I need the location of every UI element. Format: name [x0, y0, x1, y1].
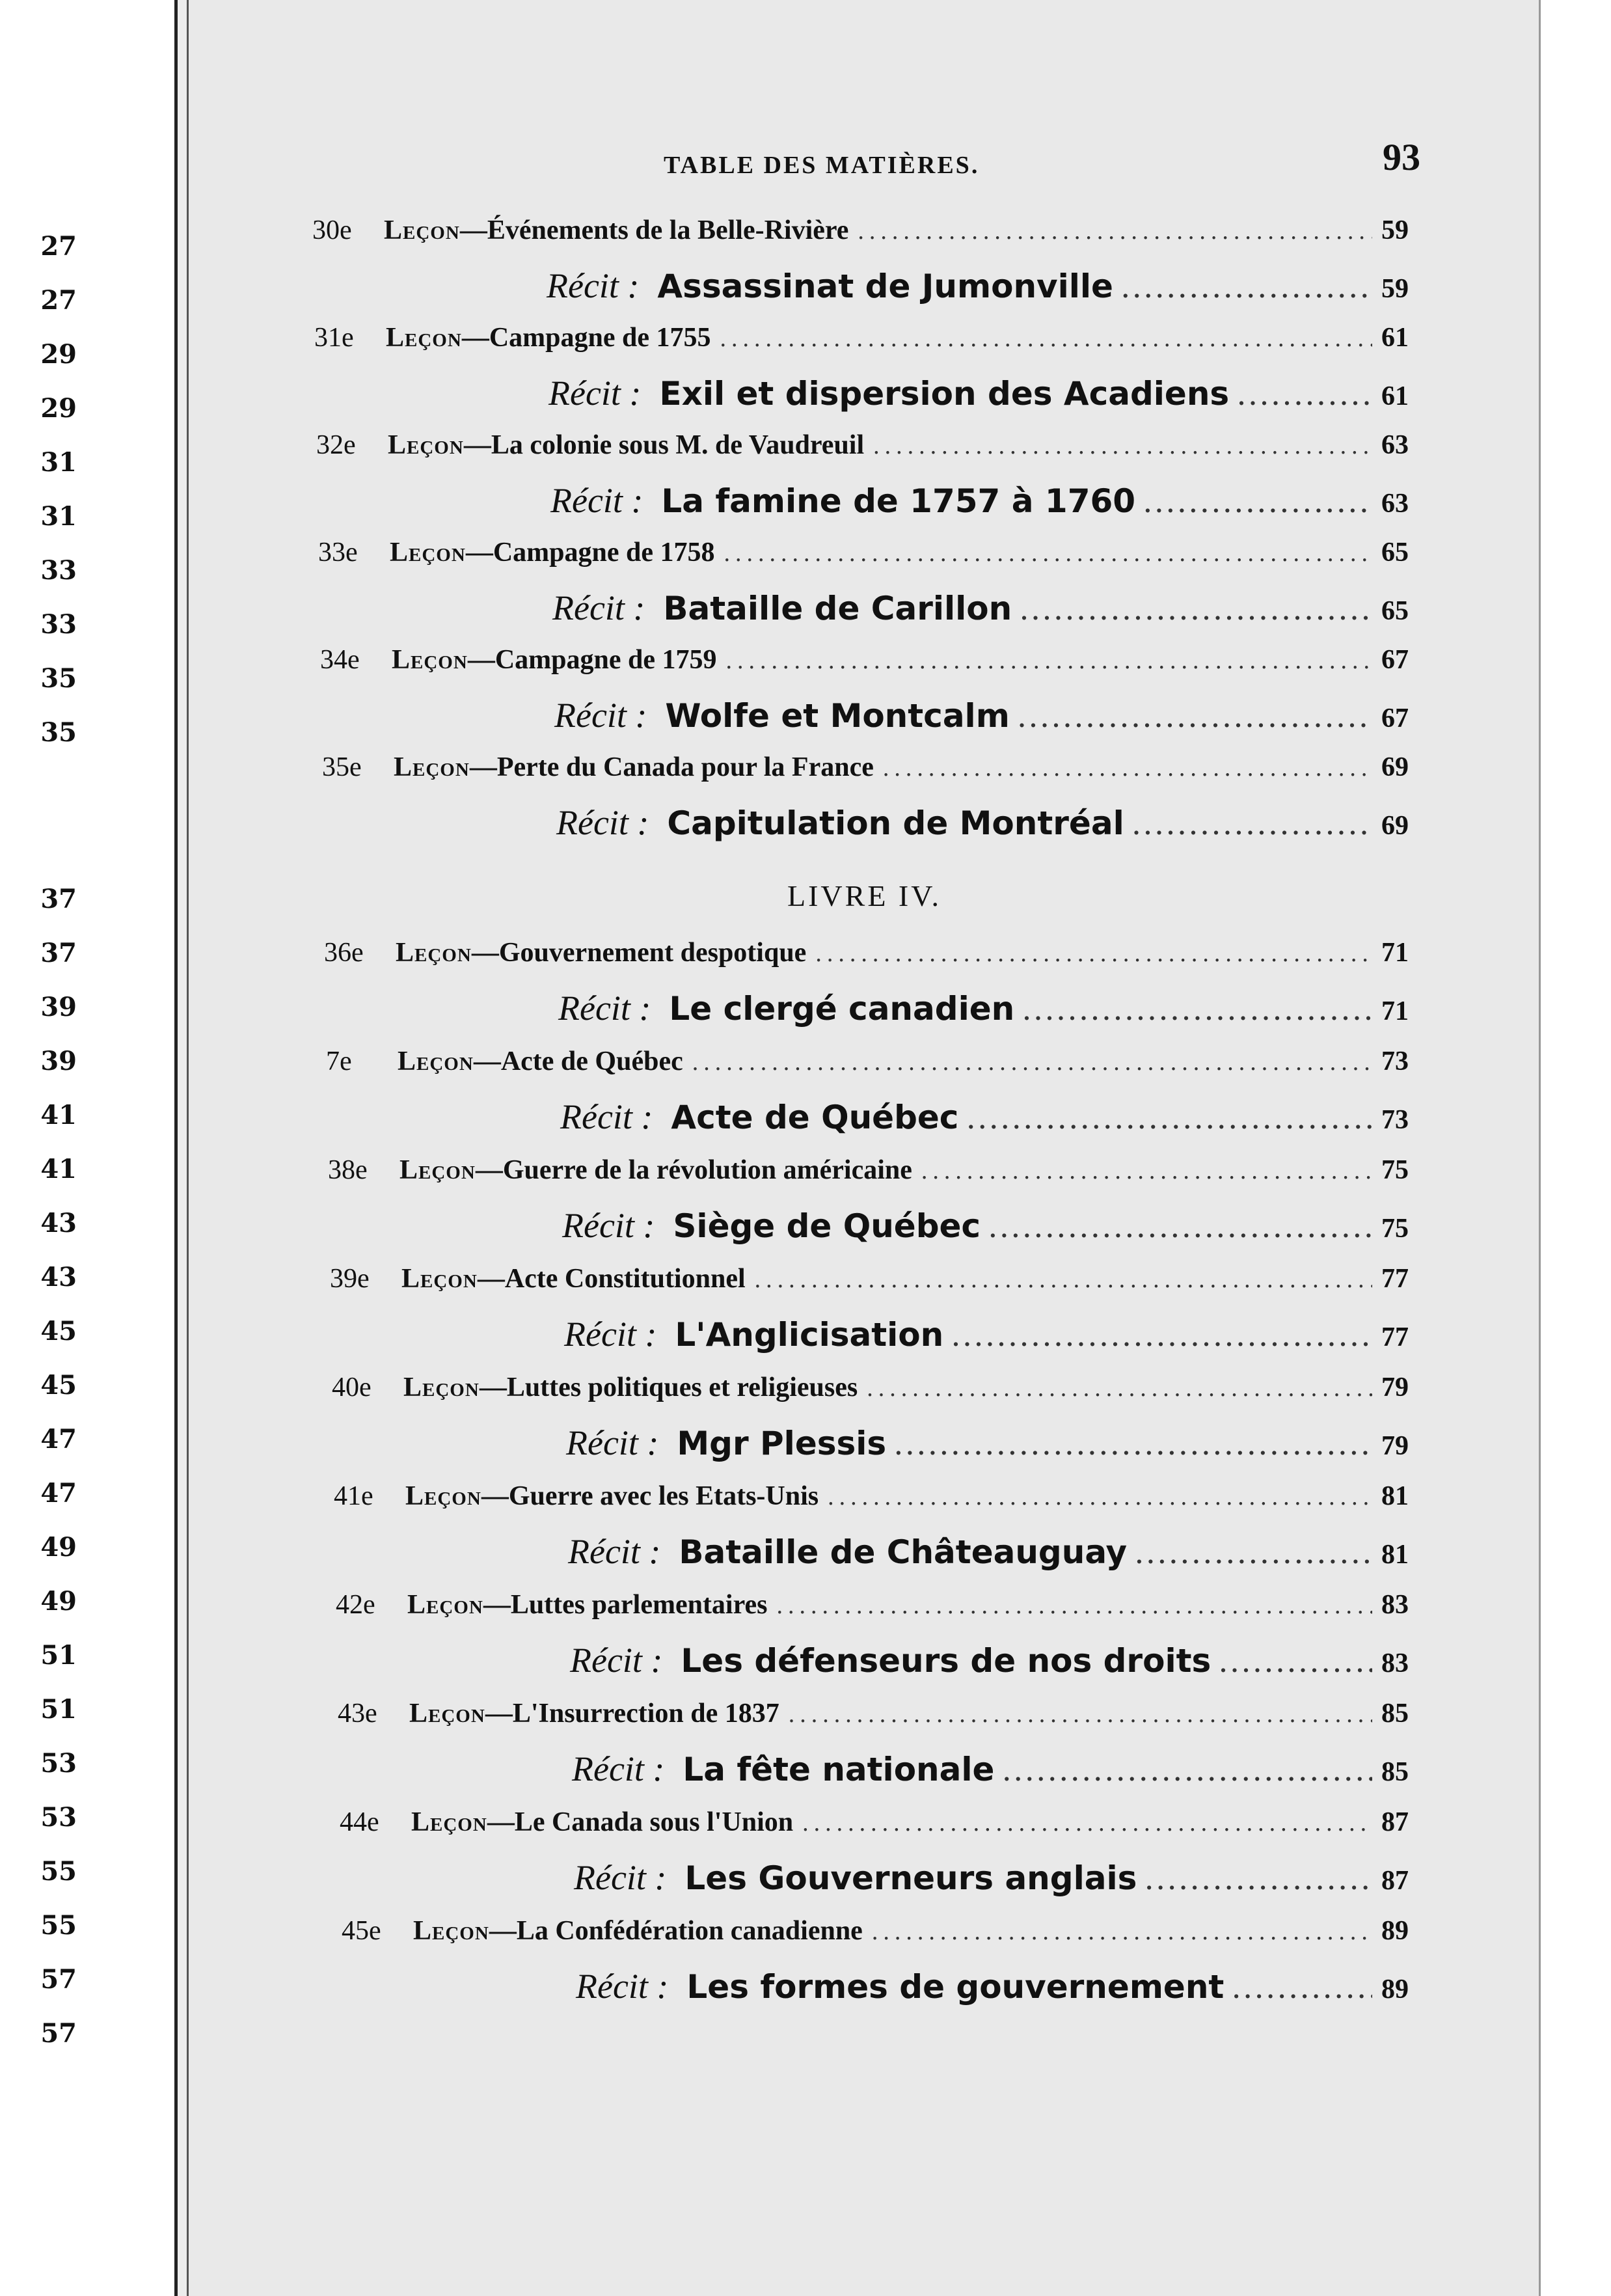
recit-page: 69 — [1381, 811, 1409, 841]
recit-page: 73 — [1381, 1105, 1409, 1135]
lesson-row — [316, 430, 1409, 461]
lesson-number: 30e — [312, 215, 352, 245]
lesson-row — [342, 1915, 1409, 1947]
lesson-word: Leçon — [407, 1590, 483, 1620]
facing-page-number: 27 — [40, 231, 77, 262]
dot-leader — [1146, 1867, 1372, 1896]
recit-row — [576, 1966, 1409, 2006]
facing-page-number: 57 — [40, 1964, 77, 1995]
recit-page: 81 — [1381, 1540, 1409, 1570]
lesson-row — [334, 1481, 1409, 1512]
recit-page: 59 — [1381, 274, 1409, 304]
recit-page: 77 — [1381, 1322, 1409, 1352]
recit-page: 79 — [1381, 1431, 1409, 1461]
lesson-page: 81 — [1381, 1481, 1409, 1511]
facing-page-number: 53 — [40, 1802, 77, 1833]
recit-row — [568, 1531, 1409, 1572]
recit-title: Bataille de Châteauguay — [679, 1533, 1128, 1571]
lesson-page: 71 — [1381, 938, 1409, 968]
facing-page-number: 57 — [40, 2018, 77, 2049]
recit-page: 67 — [1381, 704, 1409, 733]
recit-page: 75 — [1381, 1214, 1409, 1244]
lesson-row — [324, 937, 1409, 968]
dot-leader — [1233, 1976, 1372, 2004]
lesson-row — [330, 1263, 1409, 1294]
lesson-title: —Luttes politiques et religieuses — [479, 1373, 858, 1402]
recit-row — [560, 1097, 1409, 1137]
lesson-number: 36e — [324, 938, 364, 968]
lesson-title: —Acte Constitutionnel — [477, 1264, 746, 1294]
facing-page-number: 53 — [40, 1748, 77, 1779]
recit-label: Récit : — [550, 481, 643, 520]
recit-title: Mgr Plessis — [677, 1425, 887, 1462]
recit-row — [574, 1857, 1409, 1898]
lesson-page: 75 — [1381, 1155, 1409, 1185]
lesson-word: Leçon — [413, 1916, 489, 1946]
dot-leader — [828, 1483, 1372, 1511]
recit-label: Récit : — [572, 1749, 665, 1788]
lesson-title: —La colonie sous M. de Vaudreuil — [463, 430, 865, 460]
recit-label: Récit : — [562, 1206, 655, 1245]
page-title: TABLE DES MATIÈRES. — [664, 152, 980, 179]
lesson-title: —Campagne de 1755 — [461, 323, 711, 353]
lesson-number: 42e — [336, 1590, 375, 1620]
lesson-number: 31e — [314, 323, 354, 353]
recit-title: Le clergé canadien — [669, 990, 1015, 1028]
dot-leader — [968, 1106, 1372, 1135]
lesson-title: —Guerre de la révolution américaine — [475, 1155, 912, 1185]
lesson-row — [326, 1046, 1409, 1077]
lesson-page: 61 — [1381, 323, 1409, 353]
lesson-number: 41e — [334, 1481, 373, 1511]
lesson-row — [322, 752, 1409, 783]
dot-leader — [802, 1809, 1372, 1837]
lesson-title: —La Confédération canadienne — [489, 1916, 863, 1946]
recit-title: Acte de Québec — [671, 1099, 959, 1136]
dot-leader — [755, 1265, 1372, 1294]
dot-leader — [720, 324, 1373, 353]
facing-page-number: 29 — [40, 393, 77, 424]
recit-label: Récit : — [574, 1858, 667, 1897]
recit-title: Les formes de gouvernement — [686, 1968, 1225, 2006]
lesson-page: 65 — [1381, 538, 1409, 567]
recit-label: Récit : — [552, 588, 645, 627]
recit-page: 83 — [1381, 1648, 1409, 1678]
dot-leader — [1144, 490, 1372, 519]
recit-row — [562, 1205, 1409, 1246]
recit-title: Wolfe et Montcalm — [665, 697, 1010, 735]
recit-row — [564, 1314, 1409, 1354]
dot-leader — [895, 1432, 1372, 1461]
dot-leader — [867, 1374, 1372, 1402]
recit-title: Bataille de Carillon — [663, 590, 1012, 627]
recit-label: Récit : — [547, 266, 640, 305]
recit-page: 63 — [1381, 489, 1409, 519]
lesson-number: 45e — [342, 1916, 381, 1946]
facing-page-number: 33 — [40, 609, 77, 640]
facing-page-number: 27 — [40, 285, 77, 316]
facing-page-number: 51 — [40, 1694, 77, 1725]
lesson-word: Leçon — [392, 645, 468, 675]
facing-page-number: 37 — [40, 938, 77, 968]
book-gutter — [178, 0, 189, 2296]
facing-page-number: 29 — [40, 339, 77, 370]
dot-leader — [692, 1048, 1372, 1076]
dot-leader — [990, 1215, 1372, 1244]
facing-page-number: 39 — [40, 1046, 77, 1076]
lesson-title: —Guerre avec les Etats-Unis — [481, 1481, 819, 1511]
recit-label: Récit : — [554, 696, 647, 735]
lesson-page: 73 — [1381, 1046, 1409, 1076]
dot-leader — [921, 1156, 1372, 1185]
dot-leader — [726, 646, 1373, 675]
facing-page-number: 43 — [40, 1208, 77, 1238]
dot-leader — [815, 939, 1372, 968]
lesson-number: 38e — [328, 1155, 368, 1185]
recit-title: Les Gouverneurs anglais — [684, 1859, 1137, 1897]
lesson-page: 89 — [1381, 1916, 1409, 1946]
recit-page: 87 — [1381, 1866, 1409, 1896]
lesson-title: —Le Canada sous l'Union — [487, 1807, 794, 1837]
dot-leader — [1023, 998, 1372, 1026]
lesson-number: 40e — [332, 1373, 372, 1402]
recit-title: Siège de Québec — [673, 1207, 981, 1245]
lesson-page: 69 — [1381, 752, 1409, 782]
recit-row — [547, 266, 1409, 306]
recit-title: Les défenseurs de nos droits — [681, 1642, 1212, 1680]
recit-label: Récit : — [564, 1315, 657, 1354]
lesson-word: Leçon — [390, 538, 466, 567]
recit-label: Récit : — [568, 1532, 661, 1571]
dot-leader — [872, 1917, 1372, 1946]
recit-row — [552, 588, 1409, 628]
lesson-title: —Gouvernement despotique — [471, 938, 807, 968]
lesson-page: 63 — [1381, 430, 1409, 460]
lesson-word: Leçon — [409, 1699, 485, 1729]
lesson-row — [314, 322, 1409, 353]
dot-leader — [1122, 275, 1372, 304]
recit-page: 61 — [1381, 381, 1409, 411]
lesson-row — [340, 1807, 1409, 1838]
lesson-title: —Acte de Québec — [473, 1046, 683, 1076]
dot-leader — [873, 431, 1372, 460]
lesson-row — [338, 1698, 1409, 1729]
lesson-number: 35e — [322, 752, 362, 782]
lesson-title: —Campagne de 1758 — [465, 538, 715, 567]
lesson-number: 44e — [340, 1807, 379, 1837]
lesson-word: Leçon — [405, 1481, 481, 1511]
recit-page: 89 — [1381, 1975, 1409, 2004]
lesson-number: 7e — [326, 1046, 352, 1076]
facing-page-number: 33 — [40, 555, 77, 586]
dot-leader — [1136, 1541, 1372, 1570]
lesson-title: —Campagne de 1759 — [467, 645, 717, 675]
facing-page-number: 47 — [40, 1478, 77, 1509]
lesson-word: Leçon — [403, 1373, 480, 1402]
lesson-word: Leçon — [394, 752, 470, 782]
recit-label: Récit : — [558, 989, 651, 1028]
lesson-page: 83 — [1381, 1590, 1409, 1620]
lesson-row — [336, 1589, 1409, 1620]
page-number: 93 — [1383, 136, 1420, 178]
facing-page-number: 41 — [40, 1154, 77, 1184]
recit-title: La famine de 1757 à 1760 — [661, 482, 1136, 520]
recit-row — [570, 1640, 1409, 1680]
recit-label: Récit : — [556, 803, 649, 842]
recit-page: 71 — [1381, 996, 1409, 1026]
dot-leader — [1133, 812, 1372, 841]
lesson-page: 67 — [1381, 645, 1409, 675]
lesson-number: 43e — [338, 1699, 377, 1729]
recit-title: La fête nationale — [683, 1751, 995, 1788]
lesson-row — [320, 644, 1409, 676]
lesson-number: 39e — [330, 1264, 370, 1294]
recit-title: Assassinat de Jumonville — [657, 267, 1113, 305]
lesson-page: 79 — [1381, 1373, 1409, 1402]
recit-label: Récit : — [576, 1967, 669, 2006]
facing-page-number: 49 — [40, 1532, 77, 1563]
lesson-number: 33e — [318, 538, 358, 567]
recit-row — [556, 802, 1409, 843]
lesson-row — [312, 215, 1409, 246]
lesson-word: Leçon — [401, 1264, 478, 1294]
dot-leader — [1003, 1758, 1372, 1787]
recit-page: 65 — [1381, 596, 1409, 626]
lesson-word: Leçon — [396, 938, 472, 968]
recit-row — [548, 373, 1409, 413]
dot-leader — [776, 1591, 1372, 1620]
lesson-word: Leçon — [411, 1807, 487, 1837]
recit-row — [572, 1749, 1409, 1789]
facing-page-number: 39 — [40, 992, 77, 1022]
lesson-row — [328, 1155, 1409, 1186]
facing-page-number: 31 — [40, 447, 77, 478]
dot-leader — [953, 1324, 1372, 1352]
facing-page-number: 31 — [40, 501, 77, 532]
facing-page-number: 55 — [40, 1910, 77, 1941]
recit-row — [558, 988, 1409, 1028]
recit-label: Récit : — [560, 1097, 653, 1136]
recit-page: 85 — [1381, 1757, 1409, 1787]
lesson-row — [332, 1372, 1409, 1403]
dot-leader — [1238, 383, 1372, 411]
section-heading: LIVRE IV. — [787, 879, 942, 912]
lesson-title: —Luttes parlementaires — [483, 1590, 768, 1620]
facing-page-number: 55 — [40, 1856, 77, 1887]
facing-page-number: 45 — [40, 1316, 77, 1346]
facing-page-number: 47 — [40, 1424, 77, 1455]
dot-leader — [1220, 1650, 1372, 1678]
recit-label: Récit : — [548, 374, 642, 413]
recit-label: Récit : — [570, 1641, 663, 1680]
lesson-number: 32e — [316, 430, 356, 460]
facing-page-number: 41 — [40, 1100, 77, 1130]
recit-title: Exil et dispersion des Acadiens — [659, 375, 1230, 413]
lesson-word: Leçon — [384, 215, 460, 245]
facing-page-number: 35 — [40, 717, 77, 748]
recit-title: L'Anglicisation — [675, 1316, 944, 1354]
lesson-word: Leçon — [398, 1046, 474, 1076]
recit-row — [554, 695, 1409, 735]
dot-leader — [1021, 597, 1372, 626]
lesson-title: —L'Insurrection de 1837 — [485, 1699, 779, 1729]
facing-page-number: 51 — [40, 1640, 77, 1671]
lesson-page: 59 — [1381, 215, 1409, 245]
dot-leader — [724, 539, 1373, 567]
facing-page-number: 37 — [40, 884, 77, 914]
lesson-title: —Événements de la Belle-Rivière — [459, 215, 849, 245]
lesson-page: 77 — [1381, 1264, 1409, 1294]
lesson-word: Leçon — [386, 323, 462, 353]
page-right-margin — [1539, 0, 1611, 2296]
recit-title: Capitulation de Montréal — [667, 804, 1124, 842]
lesson-row — [318, 537, 1409, 568]
recit-row — [550, 480, 1409, 521]
dot-leader — [1019, 705, 1372, 733]
lesson-number: 34e — [320, 645, 360, 675]
dot-leader — [789, 1700, 1372, 1729]
lesson-page: 85 — [1381, 1699, 1409, 1729]
recit-label: Récit : — [566, 1423, 659, 1462]
recit-row — [566, 1423, 1409, 1463]
lesson-word: Leçon — [399, 1155, 476, 1185]
lesson-word: Leçon — [388, 430, 464, 460]
dot-leader — [858, 217, 1372, 245]
lesson-page: 87 — [1381, 1807, 1409, 1837]
dot-leader — [883, 754, 1372, 782]
facing-page-number: 45 — [40, 1370, 77, 1401]
lesson-title: —Perte du Canada pour la France — [469, 752, 874, 782]
facing-page-number: 43 — [40, 1262, 77, 1292]
facing-page-number: 49 — [40, 1586, 77, 1617]
facing-page-number: 35 — [40, 663, 77, 694]
